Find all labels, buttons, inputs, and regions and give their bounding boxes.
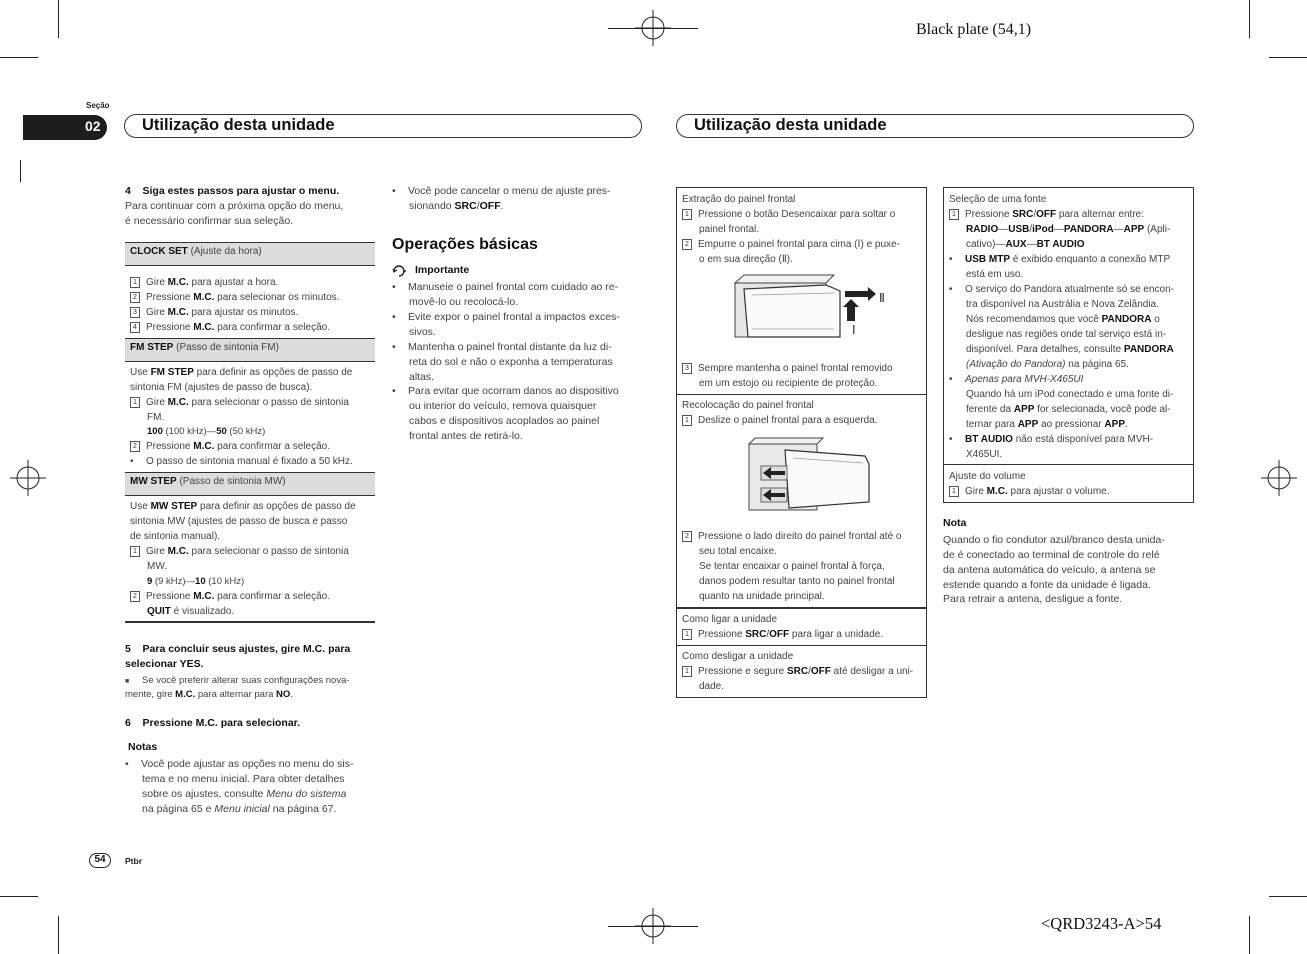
crop-mark [608, 28, 698, 29]
mw-step-header [125, 472, 375, 496]
list-item: 1 Gire M.C. para selecionar o passo de sintonia [130, 544, 349, 559]
list-item: 1 Pressione SRC/OFF para ligar a unidade. [682, 627, 883, 642]
list-item: ou interior do veículo, remova quaisquer [409, 400, 597, 412]
list-item: • Manuseie o painel frontal com cuidado ao re- [392, 281, 619, 293]
list-item-cont: MW. [147, 561, 167, 572]
clock-set-header [125, 242, 375, 266]
list-item: • BT AUDIO não está disponível para MVH- [949, 434, 1154, 445]
language-label: Ptbr [125, 856, 142, 866]
crop-mark [58, 0, 59, 38]
list-item-cont: (Ativação do Pandora) na página 65. [966, 359, 1129, 370]
list-item-cont: FM. [147, 412, 165, 423]
crop-mark [1269, 57, 1307, 58]
crop-mark [1269, 896, 1307, 897]
list-item: 2 Empurre o painel frontal para cima (Ⅰ) e puxe- [682, 237, 900, 252]
list-item-cont: está em uso. [966, 269, 1024, 280]
crop-mark [0, 57, 38, 58]
list-item: • Para evitar que ocorram danos ao dispositivo [392, 385, 619, 397]
list-item: 1 Pressione o botão Desencaixar para soltar o [682, 207, 895, 222]
page-number: 54 [89, 853, 111, 868]
list-item: altas. [409, 371, 435, 383]
list-item-cont: em um estojo ou recipiente de proteção. [699, 378, 878, 389]
list-item: 1 Pressione SRC/OFF para alternar entre: [949, 207, 1144, 222]
step-5-heading: selecionar YES. [125, 658, 204, 670]
registration-mark-icon [10, 460, 46, 496]
crop-mark [1249, 0, 1250, 38]
fm-step-header [125, 338, 375, 362]
power-on-title: Como ligar a unidade [682, 614, 778, 625]
direction-label-2: Ⅱ [879, 291, 885, 305]
list-item: 4 Pressione M.C. para confirmar a seleção. [130, 320, 330, 335]
list-item-cont: ternar para APP ao pressionar APP. [966, 419, 1128, 430]
list-item: 3 Gire M.C. para ajustar os minutos. [130, 305, 298, 320]
source-list: cativo)—AUX—BT AUDIO [966, 239, 1085, 250]
list-item-cont: QUIT é visualizado. [147, 606, 235, 617]
plate-label: Black plate (54,1) [916, 21, 1032, 38]
list-item-cont: ferente da APP for selecionada, você pode al- [966, 404, 1171, 415]
crop-mark [1249, 916, 1250, 954]
list-item-cont: desligue nas regiões onde tal serviço está in- [966, 329, 1167, 340]
right-page-title: Utilização desta unidade [694, 116, 887, 134]
table-bottom-rule [125, 621, 375, 623]
list-item: 2 Pressione M.C. para confirmar a seleção. [130, 439, 330, 454]
fm-step-title: FM STEP [130, 342, 174, 353]
note-text: de é conectado ao terminal de controle do relé [943, 549, 1160, 561]
mw-step-subtitle: (Passo de sintonia MW) [179, 476, 286, 487]
list-item: frontal antes de retirá-lo. [409, 430, 523, 442]
fm-values: 100 (100 kHz)—50 (50 kHz) [147, 426, 266, 437]
list-item-cont: X465UI. [966, 449, 1003, 460]
list-item: movê-lo ou recolocá-lo. [409, 296, 519, 308]
crop-mark [608, 926, 698, 927]
mw-step-title: MW STEP [130, 476, 177, 487]
step-5-note: mente, gire M.C. para alternar para NO. [125, 689, 293, 700]
note-text: estende quando a fonte da unidade é ligada. [943, 579, 1151, 591]
mw-step-intro: Use MW STEP para definir as opções de passo de [130, 501, 356, 512]
note-text: Quando o fio condutor azul/branco desta unida- [943, 534, 1165, 546]
list-item: 1 Gire M.C. para selecionar o passo de sintonia [130, 395, 349, 410]
list-item-cont: tra disponível na Austrália e Nova Zelândia. [966, 299, 1159, 310]
important-label: Importante [415, 264, 470, 276]
crop-mark [20, 160, 21, 182]
registration-mark-icon [1261, 460, 1297, 496]
mw-step-intro: de sintonia manual). [130, 531, 221, 542]
list-item: 1 Pressione e segure SRC/OFF até desligar a uni- [682, 664, 913, 679]
important-icon [392, 264, 412, 278]
list-item: • Evite expor o painel frontal a impactos exces- [392, 311, 620, 323]
box-divider [677, 645, 926, 646]
list-item: cabos e dispositivos acoplados ao painel [409, 415, 600, 427]
cancel-note: sionando SRC/OFF. [409, 200, 504, 212]
mw-values: 9 (9 kHz)—10 (10 kHz) [147, 576, 245, 587]
clock-set-subtitle: (Ajuste da hora) [190, 246, 262, 257]
step-4-text: é necessário confirmar sua seleção. [125, 215, 294, 227]
crop-mark [0, 896, 38, 897]
cancel-note: • Você pode cancelar o menu de ajuste pres- [392, 185, 611, 197]
step-5-note: ■ Se você preferir alterar suas configurações nova- [125, 675, 350, 686]
notes-title: Notas [128, 741, 158, 753]
direction-label-1: Ⅰ [852, 323, 856, 337]
list-item: reta do sol e não o exponha a temperaturas [409, 356, 613, 368]
left-page-title: Utilização desta unidade [142, 116, 335, 134]
list-item: sivos. [409, 326, 436, 338]
power-off-title: Como desligar a unidade [682, 651, 794, 662]
box-divider [944, 464, 1193, 465]
list-item: 2 Pressione M.C. para selecionar os minutos. [130, 290, 339, 305]
list-item-cont: Se tentar encaixar o painel frontal à força, [699, 561, 885, 572]
list-item: • Apenas para MVH-X465UI [949, 374, 1084, 385]
section-label: Seção [86, 101, 110, 110]
note-text: da antena automática do veículo, a antena se [943, 564, 1156, 576]
list-item-cont: dade. [699, 681, 725, 692]
note-text: Para retrair a antena, desligue a fonte. [943, 593, 1123, 605]
fm-step-subtitle: (Passo de sintonia FM) [176, 342, 279, 353]
step-4-text: Para continuar com a próxima opção do menu, [125, 200, 344, 212]
list-item-cont: disponível. Para detalhes, consulte PANDORA [966, 344, 1174, 355]
list-item: • O passo de sintonia manual é fixado a 50 kHz. [130, 456, 353, 467]
step-4-heading: 4 Siga estes passos para ajustar o menu. [125, 185, 340, 197]
list-item-cont: seu total encaixe. [699, 546, 777, 557]
document-code: <QRD3243-A>54 [1041, 914, 1162, 933]
notes-text: na página 65 e Menu inicial na página 67. [142, 803, 337, 815]
panel-reattach-illustration [745, 436, 875, 516]
step-6-heading: 6 Pressione M.C. para selecionar. [125, 717, 301, 729]
list-item-cont: danos podem resultar tanto no painel frontal [699, 576, 895, 587]
clock-set-title: CLOCK SET [130, 246, 188, 257]
list-item: 2 Pressione M.C. para confirmar a seleção. [130, 589, 330, 604]
list-item-cont: Nós recomendamos que você PANDORA o [966, 314, 1160, 325]
section-number: 02 [85, 118, 101, 134]
basic-operations-heading: Operações básicas [392, 236, 538, 253]
notes-text: tema e no menu inicial. Para obter detalhes [142, 773, 345, 785]
notes-text: • Você pode ajustar as opções no menu do sis- [125, 758, 354, 770]
list-item-cont: Quando há um iPod conectado e uma fonte di- [966, 389, 1174, 400]
list-item: 3 Sempre mantenha o painel frontal removido [682, 361, 893, 376]
list-item: • O serviço do Pandora atualmente só se encon- [949, 284, 1175, 295]
list-item: 2 Pressione o lado direito do painel frontal até o [682, 529, 901, 544]
list-item-cont: o em sua direção (Ⅱ). [699, 254, 793, 265]
notes-text: sobre os ajustes, consulte Menu do sistema [142, 788, 347, 800]
list-item: • USB MTP é exibido enquanto a conexão MTP [949, 254, 1171, 265]
note-title: Nota [943, 517, 967, 529]
box-divider [677, 394, 926, 395]
source-list: RADIO—USB/iPod—PANDORA—APP (Apli- [966, 224, 1171, 235]
volume-title: Ajuste do volume [949, 471, 1026, 482]
list-item-cont: painel frontal. [699, 224, 760, 235]
list-item: • Mantenha o painel frontal distante da luz di- [392, 341, 612, 353]
step-5-heading: 5 Para concluir seus ajustes, gire M.C. para [125, 643, 351, 655]
crop-mark [58, 916, 59, 954]
list-item: 1 Gire M.C. para ajustar a hora. [130, 275, 278, 290]
list-item-cont: quanto na unidade principal. [699, 591, 825, 602]
mw-step-intro: sintonia MW (ajustes de passo de busca e passo [130, 516, 348, 527]
source-title: Seleção de uma fonte [949, 194, 1047, 205]
extraction-title: Extração do painel frontal [682, 194, 796, 205]
reattach-title: Recolocação do painel frontal [682, 400, 814, 411]
panel-removal-illustration [730, 271, 900, 341]
list-item: 1 Gire M.C. para ajustar o volume. [949, 484, 1110, 499]
box-divider [677, 607, 926, 609]
list-item: 1 Deslize o painel frontal para a esquerda. [682, 413, 878, 428]
fm-step-intro: sintonia FM (ajustes de passo de busca). [130, 382, 313, 393]
fm-step-intro: Use FM STEP para definir as opções de passo de [130, 367, 353, 378]
